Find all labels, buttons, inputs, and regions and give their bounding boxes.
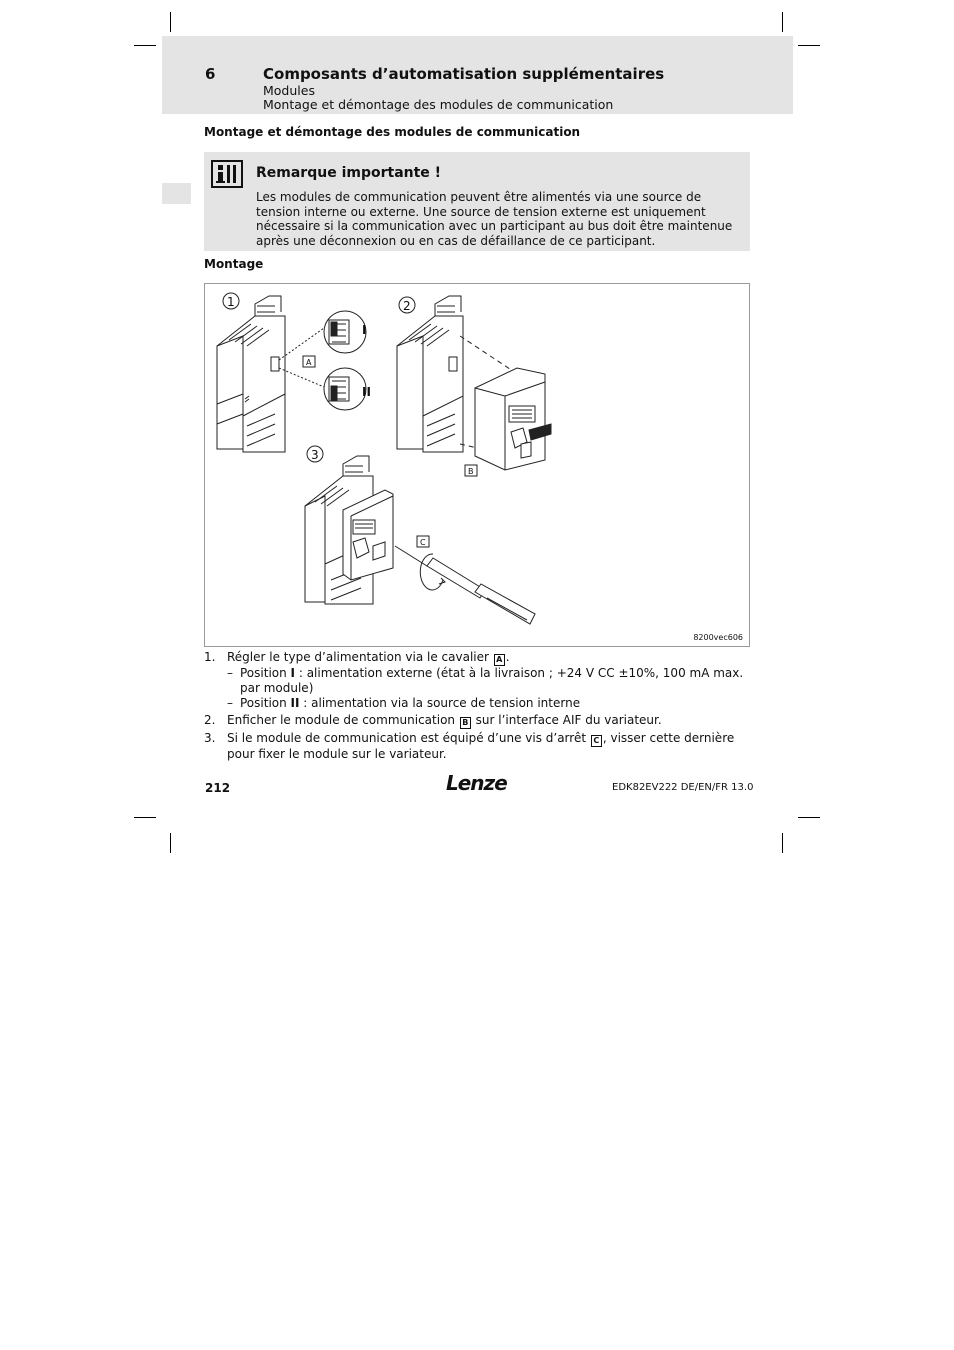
chapter-number: 6 xyxy=(205,65,216,83)
list-item: 2. Enficher le module de communication B sur l’interface AIF du variateur. xyxy=(204,713,662,727)
callout-b: B xyxy=(468,467,474,476)
instruction-list xyxy=(204,650,752,762)
step-label-3: 3 xyxy=(311,448,319,462)
callout-a: A xyxy=(306,358,312,367)
page-number: 212 xyxy=(205,781,231,795)
side-tab-marker xyxy=(162,183,191,204)
step-label-1: 1 xyxy=(227,295,235,309)
section-title: Montage et démontage des modules de communication xyxy=(204,125,581,139)
mounting-figure xyxy=(204,283,750,647)
crop-mark xyxy=(134,817,156,818)
list-item: 1. Régler le type d’alimentation via le cavalier A . xyxy=(204,650,510,664)
important-note xyxy=(204,152,750,251)
subsection-title: Montage xyxy=(204,257,264,271)
chapter-title: Composants d’automatisation supplémentaires xyxy=(263,65,665,83)
crop-mark xyxy=(170,833,171,853)
note-title: Remarque importante ! xyxy=(256,165,442,181)
list-subitem: – Position II : alimentation via la source de tension interne xyxy=(227,696,581,710)
list-item: 3. Si le module de communication est équipé d’une vis d’arrêt C , visser cette dernière pour fixer le module sur le variateur. xyxy=(204,731,735,761)
step-label-2: 2 xyxy=(403,299,411,313)
callout-c: C xyxy=(420,538,426,547)
callout-box: A xyxy=(494,654,505,666)
crop-mark xyxy=(782,12,783,32)
communication-module-b xyxy=(475,368,551,470)
figure-code: 8200vec606 xyxy=(693,633,743,642)
mounting-illustration xyxy=(205,284,750,647)
lenze-logo xyxy=(446,772,508,798)
position-ii-label: II xyxy=(362,385,371,399)
crop-mark xyxy=(134,45,156,46)
note-text: Les modules de communication peuvent être alimentés via une source de tension interne ou externe. Une source de tension externe est uniquement nécessaire si la communication avec un participant au bus doit être maintenue après une déconnexion ou en cas de défaillance de ce participant. xyxy=(256,190,733,248)
crop-mark xyxy=(798,45,820,46)
callout-box: B xyxy=(460,717,471,729)
chapter-subtitle: Modules xyxy=(263,83,315,98)
list-subitem: – Position I : alimentation externe (état à la livraison ; +24 V CC ±10%, 100 mA max. par module) xyxy=(227,666,744,695)
drive-unit-3 xyxy=(305,456,393,604)
crop-mark xyxy=(798,817,820,818)
document-code: EDK82EV222 DE/EN/FR 13.0 xyxy=(612,782,754,793)
callout-box: C xyxy=(591,735,602,747)
svg-text:Lenze: Lenze xyxy=(446,772,507,794)
info-icon xyxy=(211,160,243,192)
crop-mark xyxy=(170,12,171,32)
crop-mark xyxy=(782,833,783,853)
position-i-label: I xyxy=(362,323,367,337)
drive-unit-1 xyxy=(217,296,285,452)
chapter-subtitle: Montage et démontage des modules de communication xyxy=(263,97,614,112)
screwdriver-icon xyxy=(395,546,535,624)
